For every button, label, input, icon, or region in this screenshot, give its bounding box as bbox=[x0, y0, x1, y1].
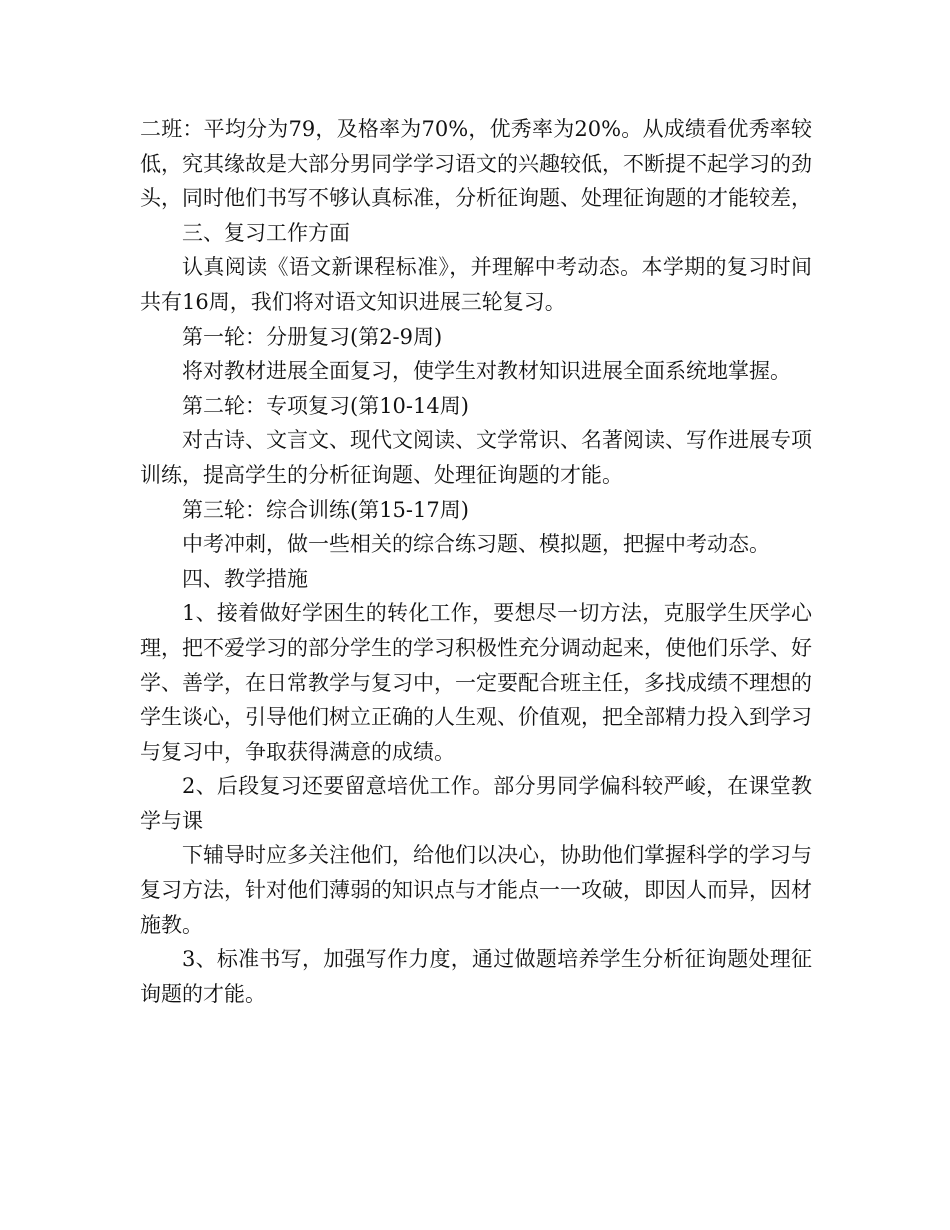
round-three-description: 中考冲刺，做一些相关的综合练习题、模拟题，把握中考动态。 bbox=[182, 532, 770, 557]
round-one-title: 第一轮：分册复习(第2-9周) bbox=[182, 324, 443, 349]
round-one-description: 将对教材进展全面复习，使学生对教材知识进展全面系统地掌握。 bbox=[182, 359, 791, 384]
round-two-description: 对古诗、文言文、现代文阅读、文学常识、名著阅读、写作进展专项训练，提高学生的分析征询题、处理征询题的才能。 bbox=[140, 428, 812, 487]
measure-two: 2、后段复习还要留意培优工作。部分男同学偏科较严峻，在课堂教学与课 bbox=[140, 774, 812, 833]
heading-review-work: 三、复习工作方面 bbox=[182, 220, 350, 245]
round-two-title: 第二轮：专项复习(第10-14周) bbox=[182, 393, 469, 418]
paragraph-review-overview: 认真阅读《语文新课程标准》，并理解中考动态。本学期的复习时间共有16周，我们将对语文知识进展三轮复习。 bbox=[140, 255, 812, 314]
measure-two-continued: 下辅导时应多关注他们，给他们以决心，协助他们掌握科学的学习与复习方法，针对他们薄弱的知识点与才能点一一攻破，即因人而异，因材施教。 bbox=[140, 843, 812, 937]
measure-three: 3、标准书写，加强写作力度，通过做题培养学生分析征询题处理征询题的才能。 bbox=[140, 947, 812, 1006]
heading-teaching-measures: 四、教学措施 bbox=[182, 566, 308, 591]
document-body bbox=[140, 112, 812, 1011]
paragraph-class-two-results: 二班：平均分为79，及格率为70%，优秀率为20%。从成绩看优秀率较低，究其缘故是大部分男同学学习语文的兴趣较低，不断提不起学习的劲头，同时他们书写不够认真标准，分析征询题、处理征询题的才能较差， bbox=[140, 117, 812, 211]
round-three-title: 第三轮：综合训练(第15-17周) bbox=[182, 497, 469, 522]
measure-one: 1、接着做好学困生的转化工作，要想尽一切方法，克服学生厌学心理，把不爱学习的部分学生的学习积极性充分调动起来，使他们乐学、好学、善学，在日常教学与复习中，一定要配合班主任，多找成绩不理想的学生谈心，引导他们树立正确的人生观、价值观，把全部精力投入到学习与复习中，争取获得满意的成绩。 bbox=[140, 601, 812, 764]
